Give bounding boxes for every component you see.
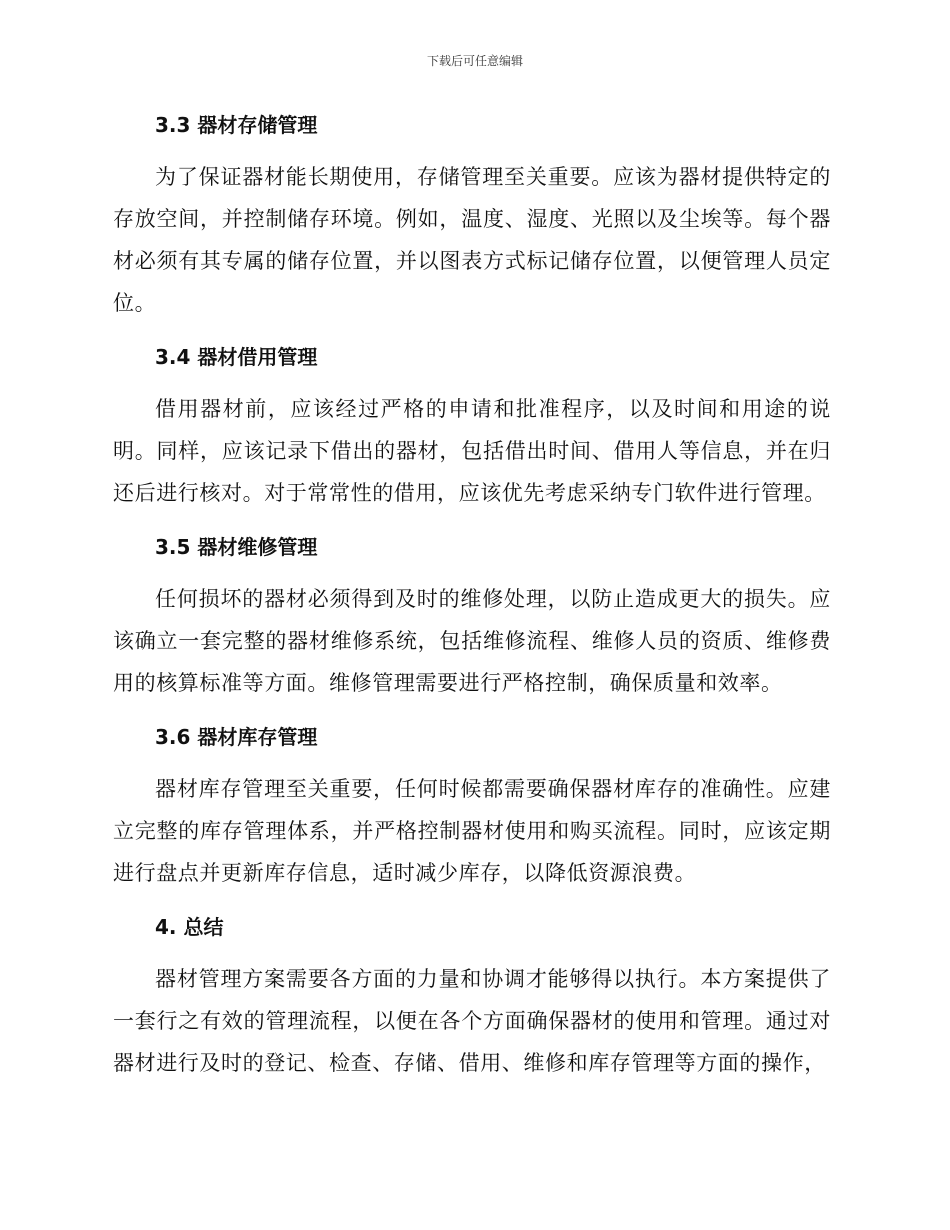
section-heading: 3.5 器材维修管理 [155,535,318,559]
page-header: 下载后可任意编辑 [426,54,523,68]
section-paragraph: 器材管理方案需要各方面的力量和协调才能够得以执行。本方案提供了一套行之有效的管理流程，以便在各个方面确保器材的使用和管理。通过对器材进行及时的登记、检查、存储、借用、维修和库存管理等方面的操作， [113,967,831,1075]
section-paragraph: 任何损坏的器材必须得到及时的维修处理，以防止造成更大的损失。应该确立一套完整的器材维修系统，包括维修流程、维修人员的资质、维修费用的核算标准等方面。维修管理需要进行严格控制，确保质量和效率。 [113,587,831,695]
section-paragraph: 器材库存管理至关重要，任何时候都需要确保器材库存的准确性。应建立完整的库存管理体系，并严格控制器材使用和购买流程。同时，应该定期进行盘点并更新库存信息，适时减少库存，以降低资源浪费。 [113,777,831,885]
section-paragraph: 借用器材前，应该经过严格的申请和批准程序，以及时间和用途的说明。同样，应该记录下借出的器材，包括借出时间、借用人等信息，并在归还后进行核对。对于常常性的借用，应该优先考虑采纳专门软件进行管理。 [113,397,831,505]
section-borrowing-management [113,342,831,514]
section-heading: 4. 总结 [155,915,224,939]
section-heading: 3.4 器材借用管理 [155,345,318,369]
section-maintenance-management [113,532,831,704]
section-paragraph: 为了保证器材能长期使用，存储管理至关重要。应该为器材提供特定的存放空间，并控制储存环境。例如，温度、湿度、光照以及尘埃等。每个器材必须有其专属的储存位置，并以图表方式标记储存位置，以便管理人员定位。 [113,165,831,315]
section-storage-management [113,110,831,324]
section-heading: 3.6 器材库存管理 [155,725,318,749]
document-body [113,110,831,1102]
section-inventory-management [113,722,831,894]
section-heading: 3.3 器材存储管理 [155,113,318,137]
section-summary [113,912,831,1084]
